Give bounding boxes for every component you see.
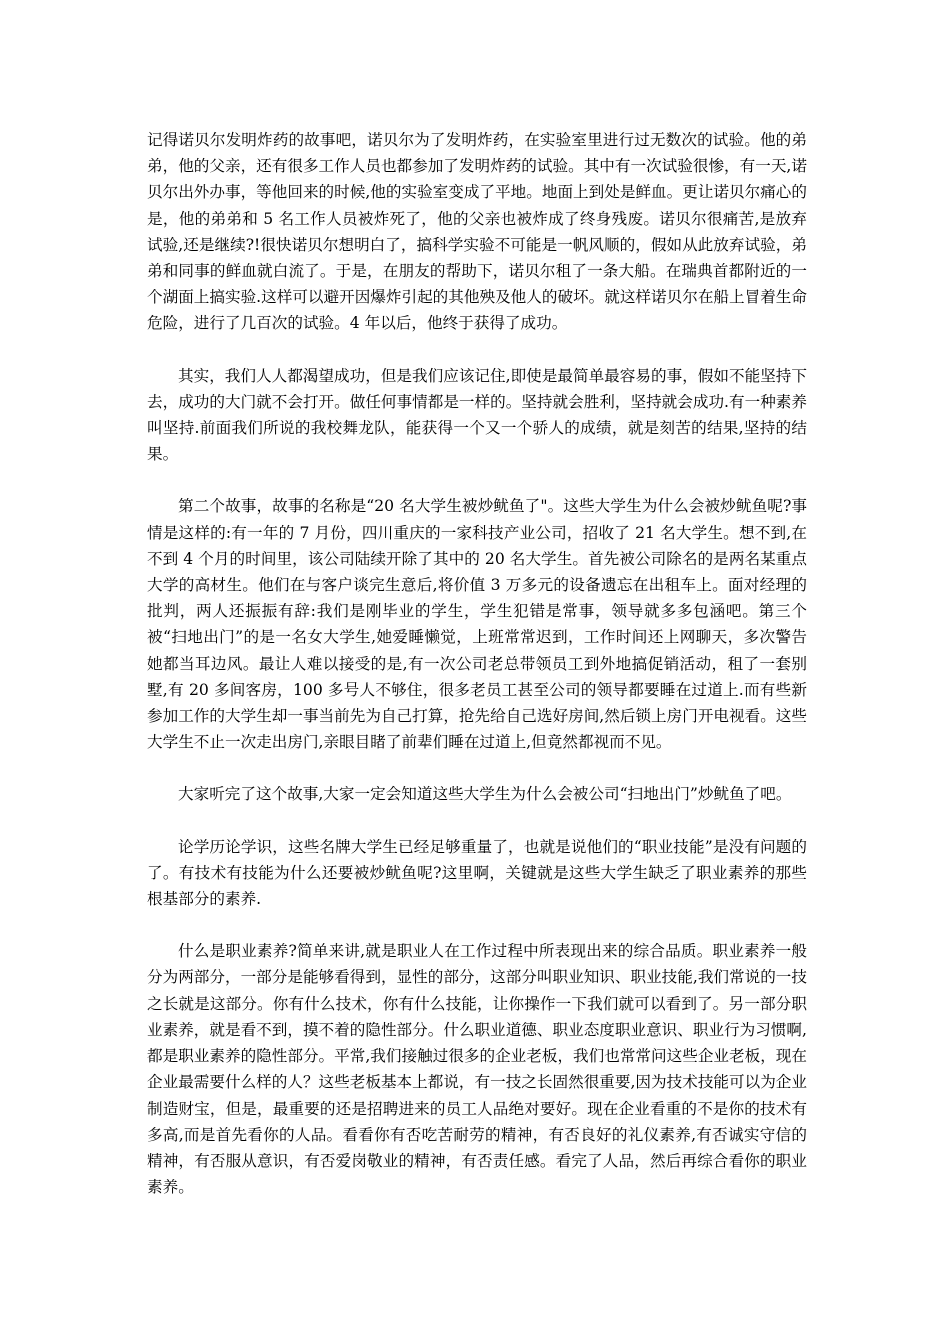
paragraph-story-conclusion: 大家听完了这个故事,大家一定会知道这些大学生为什么会被公司“扫地出门”炒鱿鱼了吧。 [178,785,792,804]
paragraph-skills-analysis: 论学历论学识，这些名牌大学生已经足够重量了，也就是说他们的“职业技能”是没有问题的了。有技术有技能为什么还要被炒鱿鱼呢?这里啊，关键就是这些大学生缺乏了职业素养的那些根基部分的素养. [147,837,807,909]
paragraph-second-story: 第二个故事，故事的名称是“20 名大学生被炒鱿鱼了"。这些大学生为什么会被炒鱿鱼呢?事情是这样的:有一年的 7 月份，四川重庆的一家科技产业公司，招收了 21 名大学生。想不到,在不到 4 个月的时间里，该公司陆续开除了其中的 20 名大学生。首先被公司除名的是两名某重点大学的高材生。他们在与客户谈完生意后,将价值 3 万多元的设备遗忘在出租车上。面对经理的批判，两人还振振有辞:我们是刚毕业的学生，学生犯错是常事，领导就多多包涵吧。第三个被“扫地出门”的是一名女大学生,她爱睡懒觉，上班常常迟到，工作时间还上网聊天，多次警告她都当耳边风。最让人难以接受的是,有一次公司老总带领员工到外地搞促销活动，租了一套别墅,有 20 多间客房，100 多号人不够住，很多老员工甚至公司的领导都要睡在过道上.而有些新参加工作的大学生却一事当前先为自己打算，抢先给自己选好房间,然后锁上房门开电视看。这些大学生不止一次走出房门,亲眼目睹了前辈们睡在过道上,但竟然都视而不见。 [147,497,807,752]
paragraph-professional-quality: 什么是职业素养?简单来讲,就是职业人在工作过程中所表现出来的综合品质。职业素养一般分为两部分，一部分是能够看得到，显性的部分，这部分叫职业知识、职业技能,我们常说的一技之长就是这部分。你有什么技术，你有什么技能，让你操作一下我们就可以看到了。另一部分职业素养，就是看不到，摸不着的隐性部分。什么职业道德、职业态度职业意识、职业行为习惯啊,都是职业素养的隐性部分。平常,我们接触过很多的企业老板，我们也常常问这些企业老板，现在企业最需要什么样的人？这些老板基本上都说，有一技之长固然很重要,因为技术技能可以为企业制造财宝，但是，最重要的还是招聘进来的员工人品绝对要好。现在企业看重的不是你的技术有多高,而是首先看你的人品。看看你有否吃苦耐劳的精神，有否良好的礼仪素养,有否诚实守信的精神，有否服从意识，有否爱岗敬业的精神，有否责任感。看完了人品，然后再综合看你的职业素养。 [147,942,807,1197]
document-page [147,127,807,1226]
paragraph-persistence: 其实，我们人人都渴望成功，但是我们应该记住,即使是最简单最容易的事，假如不能坚持下去，成功的大门就不会打开。做任何事情都是一样的。坚持就会胜利，坚持就会成功.有一种素养叫坚持.前面我们所说的我校舞龙队，能获得一个又一个骄人的成绩，就是刻苦的结果,坚持的结果。 [147,366,807,464]
paragraph-nobel-story: 记得诺贝尔发明炸药的故事吧，诺贝尔为了发明炸药，在实验室里进行过无数次的试验。他的弟弟，他的父亲，还有很多工作人员也都参加了发明炸药的试验。其中有一次试验很惨，有一天,诺贝尔出外办事，等他回来的时候,他的实验室变成了平地。地面上到处是鲜血。更让诺贝尔痛心的是，他的弟弟和 5 名工作人员被炸死了，他的父亲也被炸成了终身残废。诺贝尔很痛苦,是放弃试验,还是继续?!很快诺贝尔想明白了，搞科学实验不可能是一帆风顺的，假如从此放弃试验，弟弟和同事的鲜血就白流了。于是，在朋友的帮助下，诺贝尔租了一条大船。在瑞典首都附近的一个湖面上搞实验.这样可以避开因爆炸引起的其他殃及他人的破坏。就这样诺贝尔在船上冒着生命危险，进行了几百次的试验。4 年以后，他终于获得了成功。 [147,131,807,333]
